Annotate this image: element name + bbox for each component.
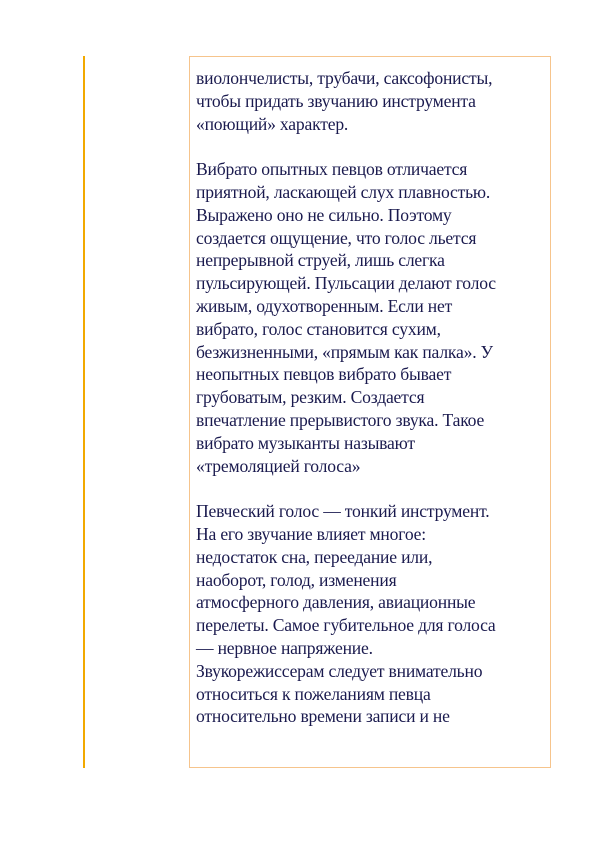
text-line: наоборот, голод, изменения xyxy=(196,569,397,590)
text-line: перелеты. Самое губительное для голоса xyxy=(196,615,496,636)
text-line: грубоватым, резким. Создается xyxy=(196,387,425,408)
text-line: виолончелисты, трубачи, саксофонисты, xyxy=(196,68,493,88)
text-line: относиться к пожеланиям певца xyxy=(196,683,431,704)
text-line: безжизненными, «прямым как палка». У xyxy=(196,341,493,362)
paragraph-3 xyxy=(196,500,550,728)
text-line: «тремоляцией голоса» xyxy=(196,455,361,476)
text-line: чтобы придать звучанию инструмента xyxy=(196,90,476,111)
text-line: живым, одухотворенным. Если нет xyxy=(196,295,453,316)
text-line: впечатление прерывистого звука. Такое xyxy=(196,409,485,430)
text-line: приятной, ласкающей слух плавностью. xyxy=(196,181,491,202)
text-line: пульсирующей. Пульсации делают голос xyxy=(196,273,496,294)
text-line: На его звучание влияет многое: xyxy=(196,523,426,544)
text-line: неопытных певцов вибрато бывает xyxy=(196,364,452,385)
text-line: непрерывной струей, лишь слегка xyxy=(196,250,445,271)
text-line: Вибрато опытных певцов отличается xyxy=(196,159,468,180)
text-line: создается ощущение, что голос льется xyxy=(196,227,477,248)
text-line: вибрато музыканты называют xyxy=(196,432,415,453)
text-line: Певческий голос — тонкий инструмент. xyxy=(196,501,490,522)
paragraph-gap xyxy=(196,477,550,500)
text-frame xyxy=(189,56,551,768)
text-line: «поющий» характер. xyxy=(196,113,349,134)
text-line: относительно времени записи и не xyxy=(196,706,450,727)
margin-rule xyxy=(83,56,85,768)
text-line: Звукорежиссерам следует внимательно xyxy=(196,660,483,681)
paragraph-1 xyxy=(196,67,550,135)
paragraph-gap xyxy=(196,135,550,158)
text-line: — нервное напряжение. xyxy=(196,637,373,658)
paragraph-2 xyxy=(196,158,550,477)
text-line: Выражено оно не сильно. Поэтому xyxy=(196,204,452,225)
text-line: недостаток сна, переедание или, xyxy=(196,546,433,567)
text-line: атмосферного давления, авиационные xyxy=(196,592,476,613)
text-line: вибрато, голос становится сухим, xyxy=(196,318,441,339)
